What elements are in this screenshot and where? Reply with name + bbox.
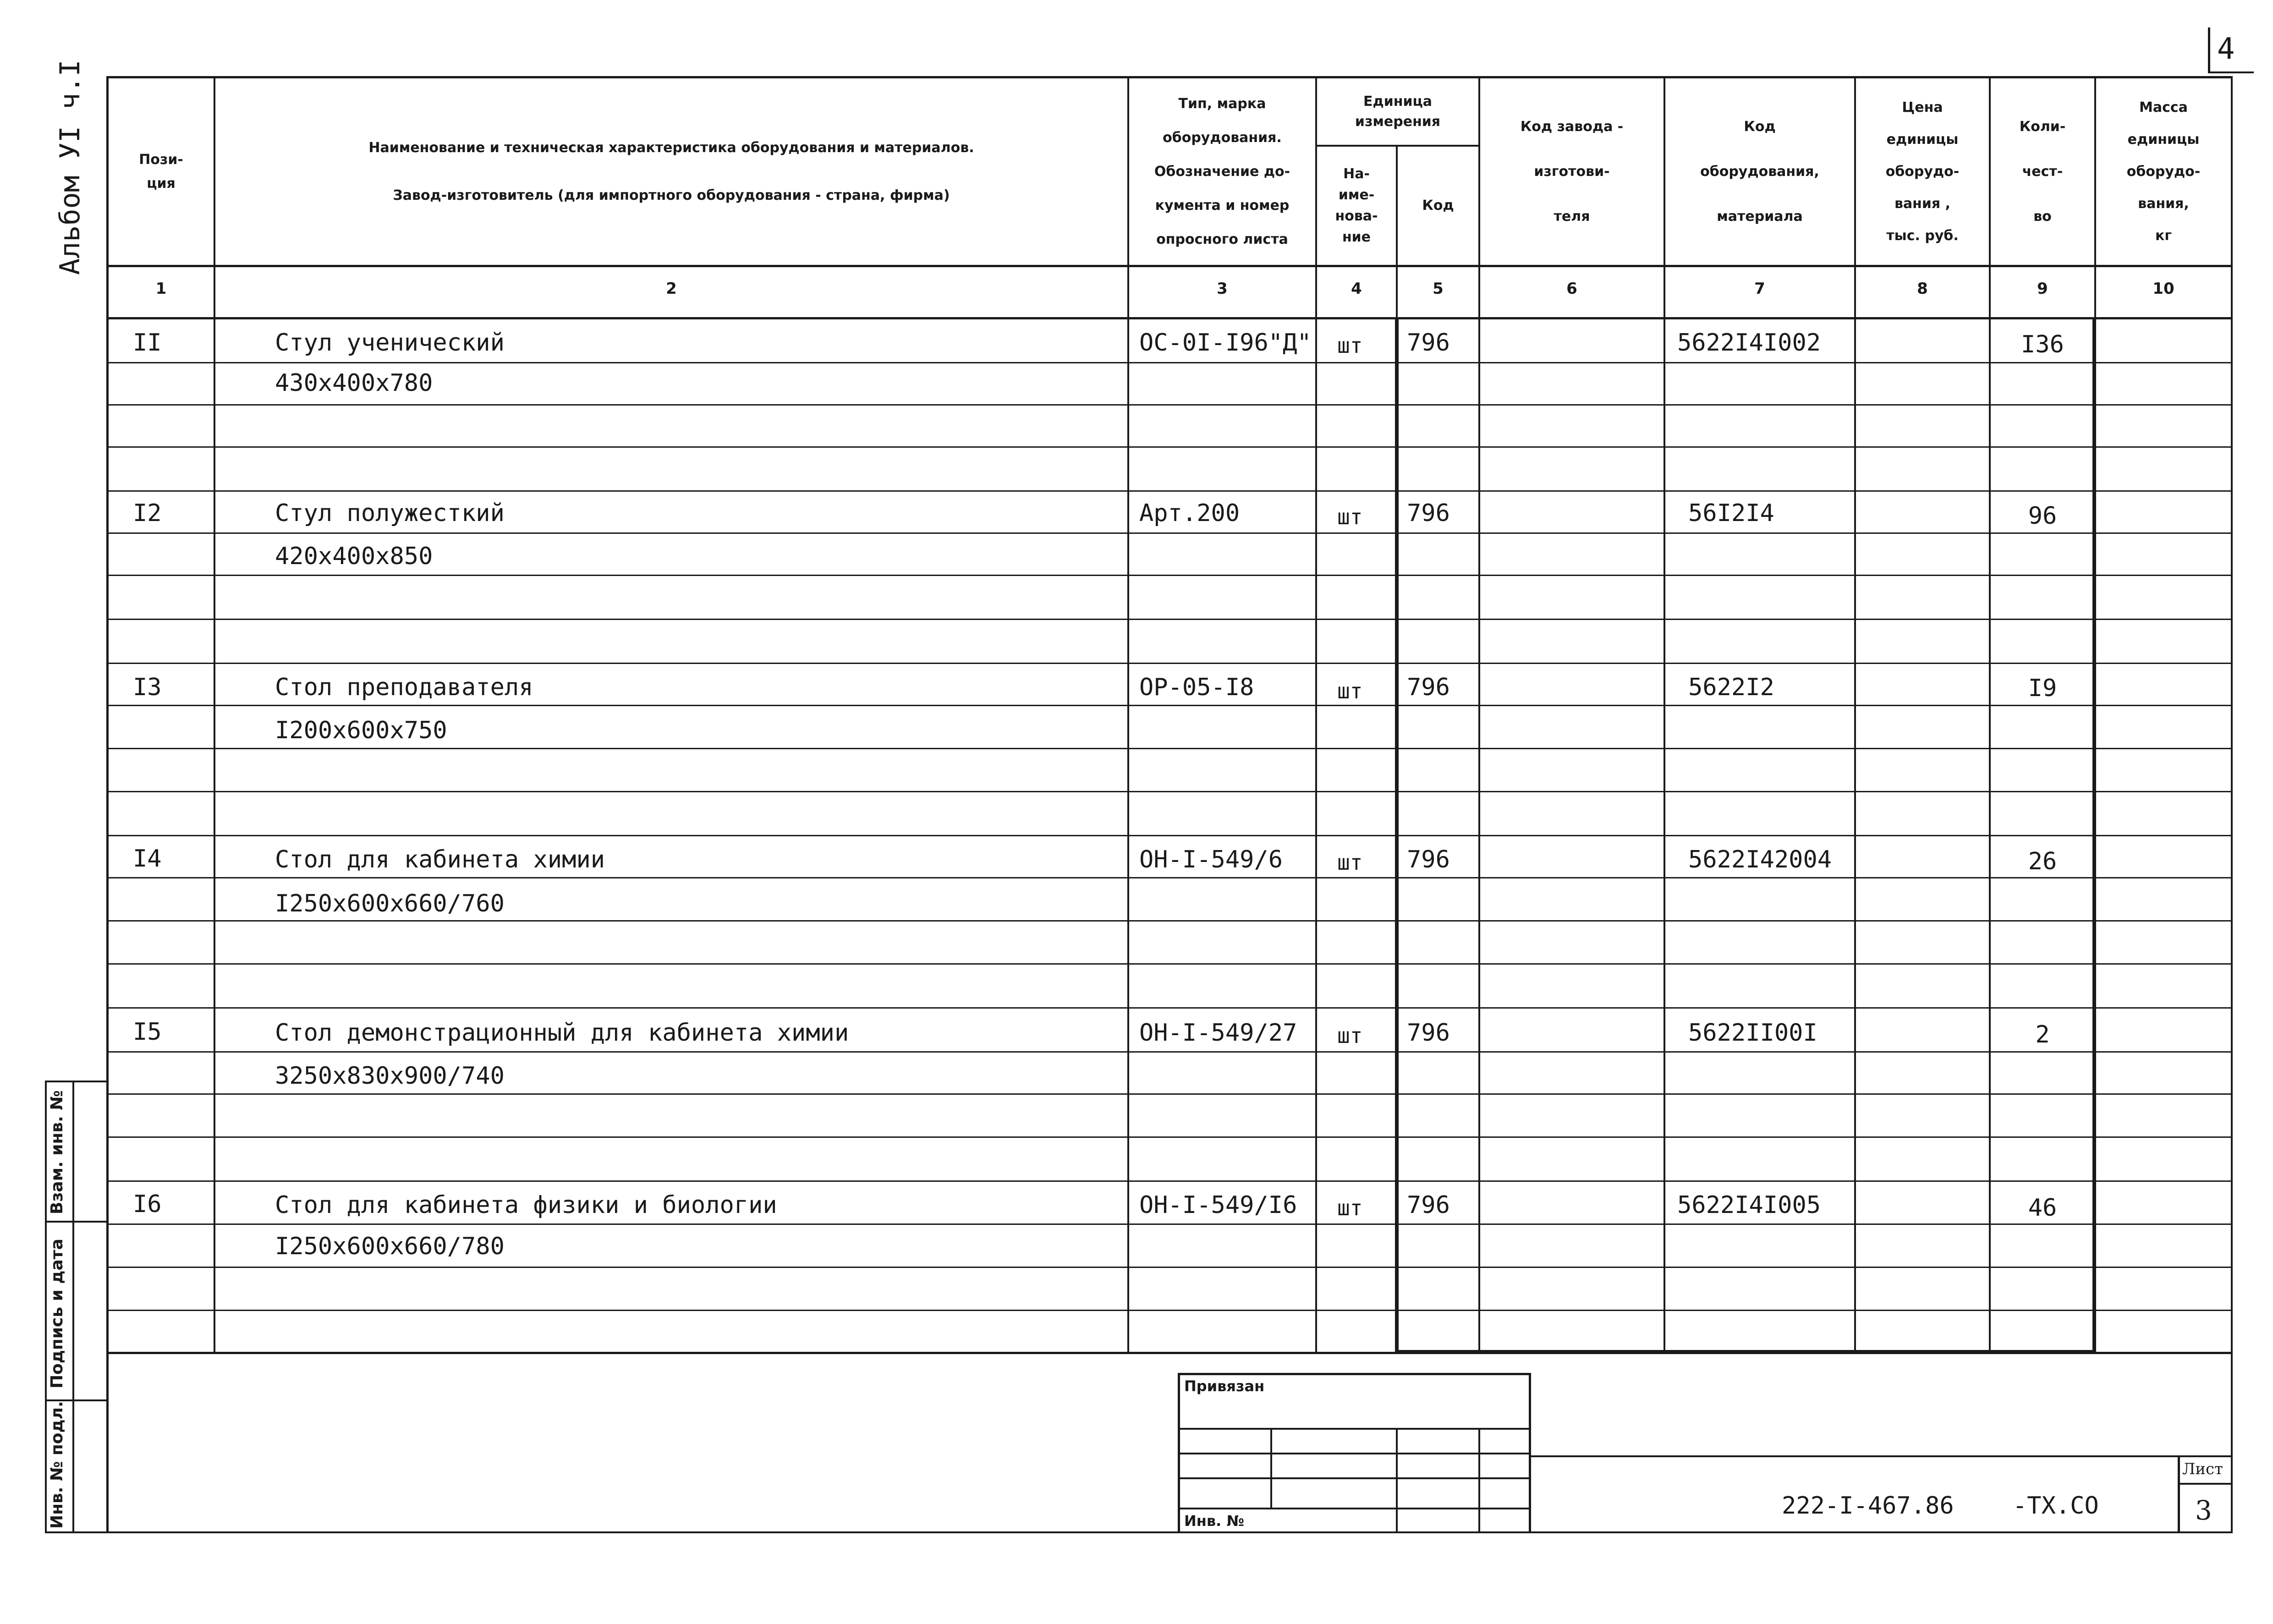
header-type-text: Тип, марка оборудования. Обозначение до- кумента и номер опросного листа xyxy=(1154,95,1290,247)
header-unit-name-text: На- име- нова- ние xyxy=(1335,166,1378,245)
row-unit-code: 796 xyxy=(1407,846,1450,873)
row-unit: шт xyxy=(1337,333,1363,358)
row-position: I4 xyxy=(133,845,162,872)
row-quantity: 2 xyxy=(2035,1021,2050,1048)
header-price xyxy=(1856,78,1989,265)
col-number-4: 4 xyxy=(1351,280,1362,298)
header-price-text: Цена единицы оборудо- вания , тыс. руб. xyxy=(1885,99,1960,244)
row-position: I2 xyxy=(133,499,162,527)
row-unit-code: 796 xyxy=(1407,674,1450,701)
header-unit-code xyxy=(1398,147,1478,265)
row-equipment-code: 5622I4I005 xyxy=(1677,1191,1821,1219)
header-mass xyxy=(2096,78,2231,265)
row-equipment-code: 5622I2 xyxy=(1688,674,1774,701)
row-unit-code: 796 xyxy=(1407,329,1450,357)
document-suffix: -ТХ.СО xyxy=(2013,1492,2099,1520)
row-unit-code: 796 xyxy=(1407,1019,1450,1047)
header-name-text: Наименование и техническая характеристика оборудования и материалов. Завод-изготовитель (для импортного оборудования - страна, фирма) xyxy=(368,139,974,203)
row-quantity: I36 xyxy=(2021,331,2064,358)
sheet-label: Лист xyxy=(2182,1460,2223,1478)
row-type: Арт.200 xyxy=(1139,499,1240,527)
header-position-text: Пози- ция xyxy=(139,151,183,192)
row-quantity: 46 xyxy=(2028,1194,2057,1222)
header-unit-group xyxy=(1317,78,1478,145)
row-unit-code: 796 xyxy=(1407,1191,1450,1219)
row-unit: шт xyxy=(1337,505,1363,529)
col-number-1: 1 xyxy=(155,280,167,298)
header-unit-name xyxy=(1317,147,1396,265)
header-mass-text: Масса единицы оборудо- вания, кг xyxy=(2126,99,2201,244)
row-equipment-code: 5622II00I xyxy=(1688,1019,1817,1047)
sheet-number: 3 xyxy=(2195,1495,2212,1526)
row-unit-code: 796 xyxy=(1407,499,1450,527)
album-label: Альбом УI ч.I xyxy=(54,60,86,275)
header-position xyxy=(109,78,214,265)
col-number-3: 3 xyxy=(1217,280,1228,298)
header-equipment-code xyxy=(1665,78,1854,265)
row-name: Стул полужесткий xyxy=(275,499,505,527)
col-number-2: 2 xyxy=(666,280,677,298)
header-name xyxy=(215,78,1127,265)
row-position: I5 xyxy=(133,1018,162,1046)
inv-no-label: Инв. № xyxy=(1184,1512,1244,1530)
row-dimensions: I250x600x660/760 xyxy=(275,890,505,917)
row-dimensions: 3250x830x900/740 xyxy=(275,1062,505,1090)
header-unit-code-text: Код xyxy=(1422,198,1454,214)
row-name: Стол для кабинета физики и биологии xyxy=(275,1191,777,1219)
stamp-inv-podl-label: Инв. № подл. xyxy=(48,1401,66,1529)
row-type: ОН-I-549/27 xyxy=(1139,1019,1297,1047)
row-position: I6 xyxy=(133,1191,162,1218)
row-position: II xyxy=(133,329,162,357)
row-quantity: 96 xyxy=(2028,502,2057,530)
row-equipment-code: 5622I42004 xyxy=(1688,846,1832,873)
header-factory-code xyxy=(1480,78,1664,265)
header-factory-code-text: Код завода - изготови- теля xyxy=(1520,118,1624,225)
col-number-8: 8 xyxy=(1917,280,1928,298)
row-name: Стол преподавателя xyxy=(275,674,533,701)
row-dimensions: I200x600x750 xyxy=(275,717,447,744)
col-number-5: 5 xyxy=(1433,280,1444,298)
row-name: Стул ученический xyxy=(275,329,505,357)
row-position: I3 xyxy=(133,674,162,701)
row-type: ОН-I-549/I6 xyxy=(1139,1191,1297,1219)
stamp-vzam-label: Взам. инв. № xyxy=(48,1090,66,1214)
row-quantity: I9 xyxy=(2028,675,2057,702)
stamp-podpis-label: Подпись и дата xyxy=(48,1239,66,1388)
header-type xyxy=(1129,78,1315,265)
row-unit: шт xyxy=(1337,1023,1363,1048)
row-equipment-code: 56I2I4 xyxy=(1688,499,1774,527)
document-code: 222-I-467.86 xyxy=(1782,1492,1954,1520)
col-number-10: 10 xyxy=(2152,280,2174,298)
page-number: 4 xyxy=(2217,32,2235,66)
header-equipment-code-text: Код оборудования, материала xyxy=(1700,118,1819,225)
col-number-6: 6 xyxy=(1566,280,1577,298)
header-quantity-text: Коли- чест- во xyxy=(2019,118,2066,225)
header-unit-group-text: Единица измерения xyxy=(1355,93,1441,130)
row-dimensions: 420x400x850 xyxy=(275,543,433,570)
row-name: Стол для кабинета химии xyxy=(275,846,605,873)
col-number-7: 7 xyxy=(1754,280,1765,298)
row-unit: шт xyxy=(1337,850,1363,875)
row-quantity: 26 xyxy=(2028,848,2057,875)
row-dimensions: I250x600x660/780 xyxy=(275,1233,505,1260)
row-equipment-code: 5622I4I002 xyxy=(1677,329,1821,357)
header-quantity xyxy=(1991,78,2094,265)
row-dimensions: 430x400x780 xyxy=(275,369,433,397)
row-type: ОН-I-549/6 xyxy=(1139,846,1283,873)
row-name: Стол демонстрационный для кабинета химии xyxy=(275,1019,849,1047)
privyazan-label: Привязан xyxy=(1184,1377,1265,1395)
row-type: ОС-0I-I96"Д" xyxy=(1139,329,1312,357)
row-type: ОР-05-I8 xyxy=(1139,674,1254,701)
row-unit: шт xyxy=(1337,1196,1363,1220)
col-number-9: 9 xyxy=(2037,280,2048,298)
row-unit: шт xyxy=(1337,679,1363,703)
